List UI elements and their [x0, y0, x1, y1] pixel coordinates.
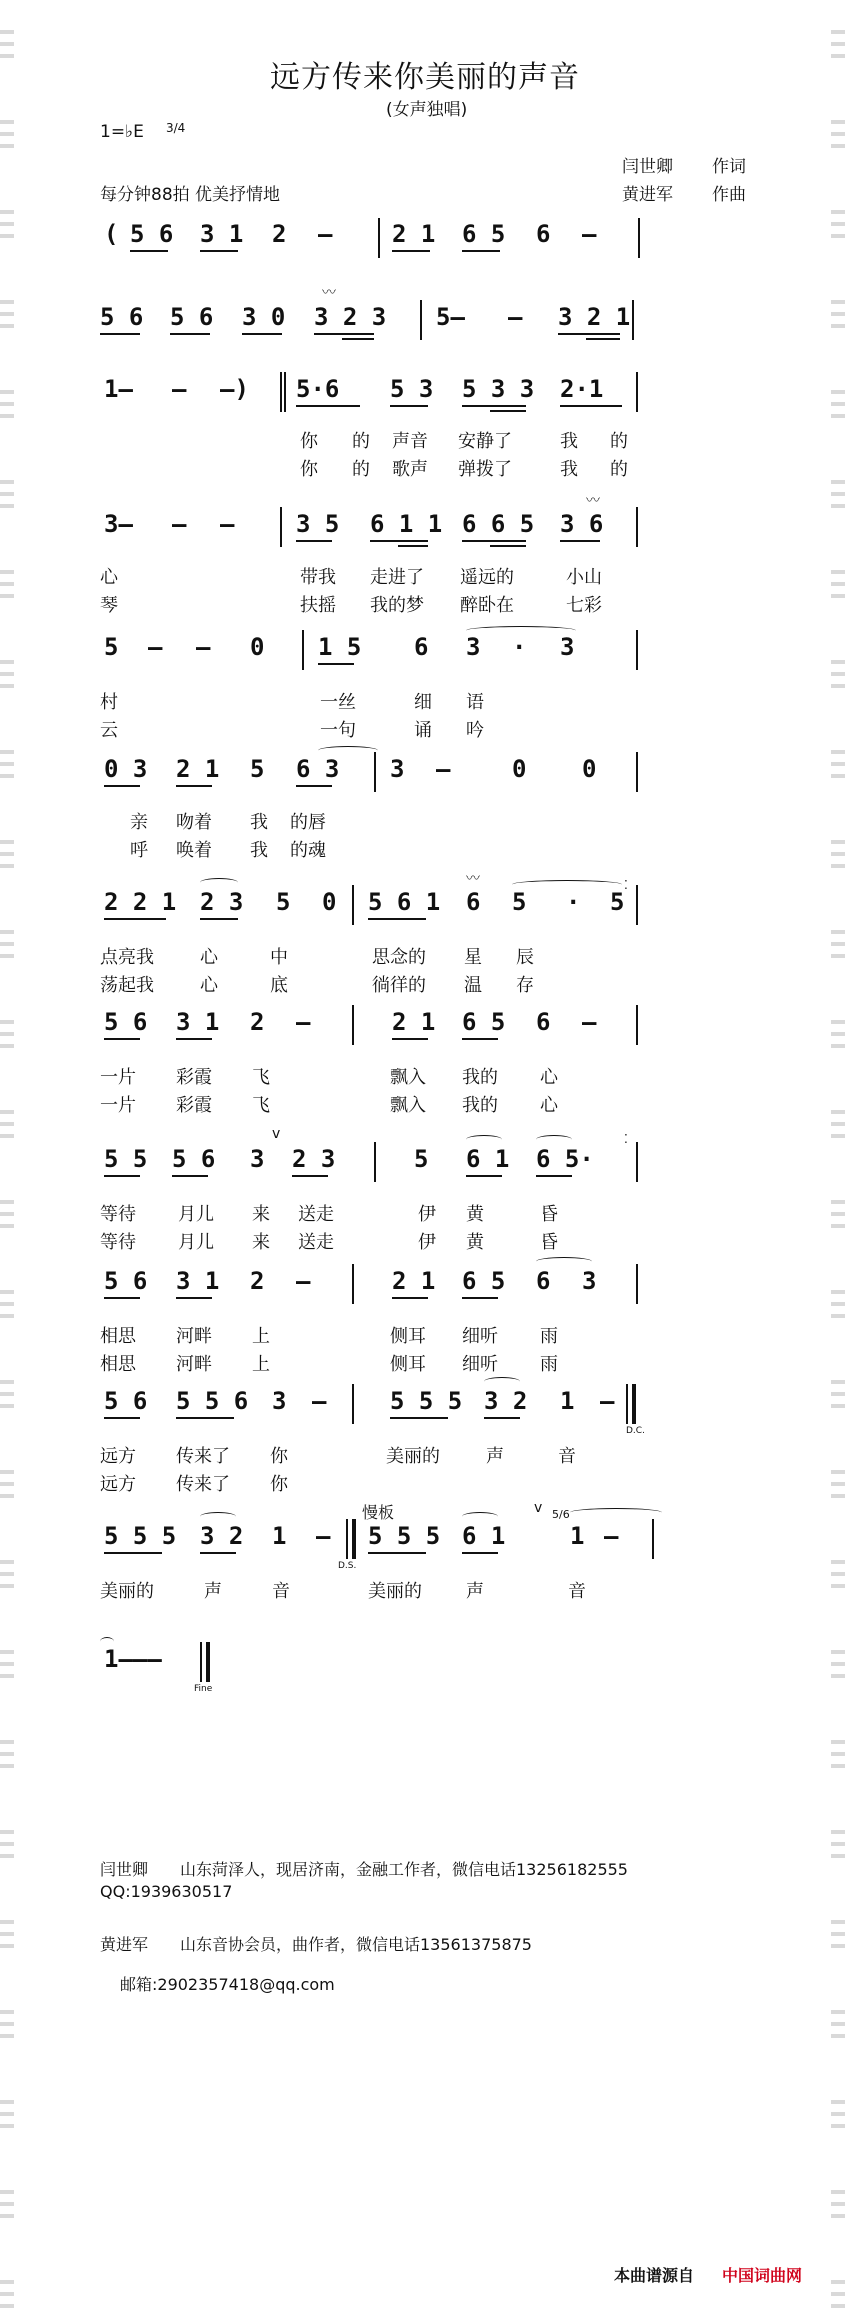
- lyric: 声音: [392, 431, 428, 452]
- bar-line: [346, 1519, 348, 1559]
- lyric: 传来了: [176, 1446, 230, 1467]
- subtitle: (女声独唱): [386, 100, 468, 120]
- lyric: 语: [466, 692, 484, 713]
- mordent-icon: 〰: [322, 285, 336, 301]
- lyric: 河畔: [176, 1326, 212, 1347]
- lyric: 相思: [100, 1326, 136, 1347]
- note-group: 6 1: [462, 1522, 506, 1550]
- tie-arc: [466, 1135, 502, 1144]
- note-group: 6: [466, 888, 481, 916]
- lyric: 上: [252, 1326, 270, 1347]
- lyric: 心: [200, 975, 218, 996]
- lyric: 送走: [298, 1232, 334, 1253]
- note-group: 3 6: [560, 510, 604, 538]
- lyric: 七彩: [566, 595, 602, 616]
- lyric: 来: [252, 1204, 270, 1225]
- lyric: 的魂: [290, 840, 326, 861]
- bar-line: [636, 507, 638, 547]
- note-group: 6: [536, 220, 551, 248]
- note-group: 3 2 1: [558, 303, 631, 331]
- note-group: 2 1: [176, 755, 220, 783]
- lyric: 醉卧在: [460, 595, 514, 616]
- lyric: 存: [516, 975, 534, 996]
- note-group: 5 3 3: [462, 375, 535, 403]
- lyric: 声: [466, 1581, 484, 1602]
- note-group: 1—: [104, 375, 133, 403]
- lyric: 一句: [320, 720, 356, 741]
- lyric: 音: [568, 1581, 586, 1602]
- lyric: 等待: [100, 1204, 136, 1225]
- note-group: —: [148, 633, 163, 661]
- lyric: 心: [100, 567, 118, 588]
- bio-lyricist-name: 闫世卿: [100, 1860, 149, 1879]
- lyric: 琴: [100, 595, 118, 616]
- note-group: ·: [512, 633, 527, 661]
- tie-arc: [466, 626, 576, 635]
- bar-line: [636, 630, 638, 670]
- lyric: 黄: [466, 1232, 484, 1253]
- note-group: 5 5 5: [368, 1522, 441, 1550]
- note-group: 5 5 6: [176, 1387, 249, 1415]
- lyric: 细听: [462, 1354, 498, 1375]
- grace-note: 5/6: [552, 1508, 570, 1521]
- lyric: 远方: [100, 1446, 136, 1467]
- note-group: 3 1: [200, 220, 244, 248]
- note-group: 5 6: [104, 1008, 148, 1036]
- note-group: 5 5: [104, 1145, 148, 1173]
- note-group: —: [312, 1387, 327, 1415]
- note-group: 2 1: [392, 1267, 436, 1295]
- lyric: 声: [204, 1581, 222, 1602]
- lyric: 音: [558, 1446, 576, 1467]
- bar-line: [632, 300, 634, 340]
- bar-line: [200, 1642, 202, 1682]
- note-group: 3: [560, 633, 575, 661]
- left-watermark-strip: [0, 0, 14, 2311]
- right-watermark-strip: [831, 0, 845, 2311]
- lyric: 你: [300, 459, 318, 480]
- lyric: 雨: [540, 1354, 558, 1375]
- tie-arc: [462, 1512, 498, 1521]
- note-group: 5 6: [104, 1267, 148, 1295]
- tie-arc: [200, 878, 238, 887]
- time-signature: 3/4: [166, 121, 186, 135]
- note-group: 1: [560, 1387, 575, 1415]
- lyric: 温: [464, 975, 482, 996]
- bar-line: [636, 372, 638, 412]
- note-group: —: [436, 755, 451, 783]
- lyric: 心: [200, 947, 218, 968]
- note-group: 1———: [104, 1645, 162, 1673]
- bar-line: [652, 1519, 654, 1559]
- note-group: 5·6: [296, 375, 340, 403]
- lyric: 相思: [100, 1354, 136, 1375]
- bar-line: [280, 507, 282, 547]
- note-group: 5: [610, 888, 625, 916]
- end-bar-line: [206, 1642, 210, 1682]
- note-group: 5: [104, 633, 119, 661]
- lyric: 你: [270, 1446, 288, 1467]
- lyric: 中: [270, 947, 288, 968]
- note-group: 6 5: [462, 1008, 506, 1036]
- key-signature: 1=♭E: [100, 122, 144, 142]
- lyric: 传来了: [176, 1474, 230, 1495]
- lyric: 我的梦: [370, 595, 424, 616]
- note-group: 0: [512, 755, 527, 783]
- bar-line: [636, 752, 638, 792]
- bio-lyricist-qq: QQ:1939630517: [100, 1882, 233, 1901]
- note-group: 5 6: [104, 1387, 148, 1415]
- composer-role: 作曲: [712, 185, 746, 205]
- note-group: 3 1: [176, 1267, 220, 1295]
- composer-name: 黄进军: [622, 185, 673, 205]
- lyric: 美丽的: [368, 1581, 422, 1602]
- lyric: 伊: [418, 1204, 436, 1225]
- note-group: 2: [272, 220, 287, 248]
- note-group: 3: [582, 1267, 597, 1295]
- lyric: 声: [486, 1446, 504, 1467]
- lyric: 侧耳: [390, 1354, 426, 1375]
- lyric: 云: [100, 720, 118, 741]
- lyric: 彩霞: [176, 1067, 212, 1088]
- mordent-icon: 〰: [466, 871, 480, 887]
- lyric: 等待: [100, 1232, 136, 1253]
- note-group: 3 2: [200, 1522, 244, 1550]
- bio-composer-text: 山东音协会员，曲作者，微信电话13561375875: [180, 1935, 532, 1954]
- lyric: 细听: [462, 1326, 498, 1347]
- bar-line: [638, 218, 640, 258]
- note-group: 2: [250, 1008, 265, 1036]
- lyric: 飞: [252, 1067, 270, 1088]
- bio-lyricist-text: 山东菏泽人，现居济南，金融工作者，微信电话13256182555: [180, 1860, 628, 1879]
- note-group: 1: [570, 1522, 585, 1550]
- note-group: 2 1: [392, 1008, 436, 1036]
- note-group: 6 6 5: [462, 510, 535, 538]
- note-group: 6 1 1: [370, 510, 443, 538]
- breath-mark-icon: v: [534, 1500, 543, 1516]
- bio-composer-name: 黄进军: [100, 1935, 149, 1954]
- fermata-icon: ⁚: [624, 878, 628, 892]
- tie-arc: [512, 880, 622, 889]
- note-group: 3 1: [176, 1008, 220, 1036]
- lyric: 走进了: [370, 567, 424, 588]
- note-group: ·: [566, 888, 581, 916]
- lyric: 诵: [414, 720, 432, 741]
- note-group: 2: [250, 1267, 265, 1295]
- lyric: 我: [560, 431, 578, 452]
- note-group: —: [600, 1387, 615, 1415]
- note-group: 5 5 5: [390, 1387, 463, 1415]
- note-group: 6 5: [462, 1267, 506, 1295]
- tie-arc: [200, 1512, 236, 1521]
- note-group: —: [220, 510, 235, 538]
- lyric: 昏: [540, 1204, 558, 1225]
- lyric: 带我: [300, 567, 336, 588]
- lyric: 亲: [130, 812, 148, 833]
- lyric: 心: [540, 1095, 558, 1116]
- source-site-link[interactable]: 中国词曲网: [722, 2266, 803, 2285]
- lyric: 吟: [466, 720, 484, 741]
- lyric: 底: [270, 975, 288, 996]
- lyricist-name: 闫世卿: [622, 157, 673, 177]
- lyricist-role: 作词: [712, 157, 746, 177]
- lyric: 飘入: [390, 1095, 426, 1116]
- lyric: 我: [560, 459, 578, 480]
- lyric: 河畔: [176, 1354, 212, 1375]
- breath-mark-icon: v: [272, 1126, 281, 1142]
- lyric: 呼: [130, 840, 148, 861]
- lyric: 昏: [540, 1232, 558, 1253]
- bar-line: [636, 1264, 638, 1304]
- lyric: 的唇: [290, 812, 326, 833]
- note-group: —: [316, 1522, 331, 1550]
- lyric: 音: [272, 1581, 290, 1602]
- bar-line: [374, 1142, 376, 1182]
- bar-line: [626, 1384, 628, 1424]
- bar-line: [352, 1264, 354, 1304]
- tie-arc: [536, 1257, 592, 1266]
- lyric: 徜徉的: [372, 975, 426, 996]
- note-group: 0: [322, 888, 337, 916]
- note-group: 6 5: [462, 220, 506, 248]
- tie-arc: [484, 1377, 520, 1386]
- lyric: 安静了: [458, 431, 512, 452]
- fine-mark: Fine: [194, 1684, 213, 1694]
- note-group: —): [220, 375, 249, 403]
- lyric: 飘入: [390, 1067, 426, 1088]
- bar-line: [420, 300, 422, 340]
- ds-mark: D.S.: [338, 1561, 357, 1571]
- lyric: 月儿: [178, 1204, 214, 1225]
- note-group: 3—: [104, 510, 133, 538]
- lyric: 歌声: [392, 459, 428, 480]
- note-group: 3: [250, 1145, 265, 1173]
- note-group: 2 2 1: [104, 888, 177, 916]
- note-group: 3: [272, 1387, 287, 1415]
- bar-line: [284, 372, 286, 412]
- note-group: 6 5·: [536, 1145, 594, 1173]
- note-group: 3 5: [296, 510, 340, 538]
- note-group: 6: [414, 633, 429, 661]
- lyric: 细: [414, 692, 432, 713]
- lyric: 的: [352, 431, 370, 452]
- bar-line: [302, 630, 304, 670]
- lyric: 扶摇: [300, 595, 336, 616]
- note-group: 5—: [436, 303, 465, 331]
- lyric: 美丽的: [100, 1581, 154, 1602]
- note-group: 5: [276, 888, 291, 916]
- note-group: —: [196, 633, 211, 661]
- note-group: 3 2 3: [314, 303, 387, 331]
- note-group: 2 3: [292, 1145, 336, 1173]
- tie-arc: [318, 746, 378, 755]
- lyric: 心: [540, 1067, 558, 1088]
- lyric: 我: [250, 840, 268, 861]
- note-group: 5 6: [100, 303, 144, 331]
- lyric: 我: [250, 812, 268, 833]
- lyric: 彩霞: [176, 1095, 212, 1116]
- source-label: 本曲谱源自: [614, 2266, 695, 2285]
- mordent-icon: 〰: [586, 493, 600, 509]
- lyric: 我的: [462, 1067, 498, 1088]
- note-group: 5 6: [170, 303, 214, 331]
- note-group: —: [172, 510, 187, 538]
- lyric: 侧耳: [390, 1326, 426, 1347]
- dc-mark: D.C.: [626, 1426, 645, 1436]
- note-group: 5: [250, 755, 265, 783]
- note-group: —: [582, 220, 597, 248]
- lyric: 上: [252, 1354, 270, 1375]
- tie-arc: [570, 1508, 662, 1517]
- lyric: 辰: [516, 947, 534, 968]
- fermata-icon: ⁚: [624, 1132, 628, 1146]
- lyric: 点亮我: [100, 947, 154, 968]
- tempo-change: 慢板: [362, 1503, 395, 1522]
- note-group: 6: [536, 1267, 551, 1295]
- tie-arc: [536, 1135, 572, 1144]
- tempo-marking: 每分钟88拍 优美抒情地: [100, 185, 281, 205]
- note-group: 3: [390, 755, 405, 783]
- note-group: 6 1: [466, 1145, 510, 1173]
- note-group: —: [318, 220, 333, 248]
- note-group: —: [604, 1522, 619, 1550]
- note-group: 5: [414, 1145, 429, 1173]
- note-group: 2 1: [392, 220, 436, 248]
- bio-composer-email: 邮箱:2902357418@qq.com: [120, 1975, 335, 1994]
- lyric: 小山: [566, 567, 602, 588]
- note-group: 5 5 5: [104, 1522, 177, 1550]
- note-group: 6 3: [296, 755, 340, 783]
- lyric: 黄: [466, 1204, 484, 1225]
- note-group: 2·1: [560, 375, 604, 403]
- note-group: 1: [272, 1522, 287, 1550]
- bar-line: [374, 752, 376, 792]
- note-group: —: [172, 375, 187, 403]
- lyric: 你: [300, 431, 318, 452]
- note-group: 6: [536, 1008, 551, 1036]
- lyric: 飞: [252, 1095, 270, 1116]
- lyric: 远方: [100, 1474, 136, 1495]
- lyric: 一片: [100, 1067, 136, 1088]
- note-group: 0: [582, 755, 597, 783]
- note-group: 5: [512, 888, 527, 916]
- lyric: 遥远的: [460, 567, 514, 588]
- page-title: 远方传来你美丽的声音: [270, 60, 580, 95]
- lyric: 我的: [462, 1095, 498, 1116]
- note-group: —: [296, 1267, 311, 1295]
- lyric: 伊: [418, 1232, 436, 1253]
- bar-line: [280, 372, 282, 412]
- bar-line: [352, 1384, 354, 1424]
- note-group: 1 5: [318, 633, 362, 661]
- lyric: 美丽的: [386, 1446, 440, 1467]
- note-group: (: [104, 220, 119, 248]
- note-group: 3 2: [484, 1387, 528, 1415]
- lyric: 吻着: [176, 812, 212, 833]
- note-group: —: [296, 1008, 311, 1036]
- lyric: 你: [270, 1474, 288, 1495]
- note-group: 5 6: [172, 1145, 216, 1173]
- note-group: 5 3: [390, 375, 434, 403]
- bar-line: [636, 1005, 638, 1045]
- bar-line: [352, 1005, 354, 1045]
- lyric: 来: [252, 1232, 270, 1253]
- bar-line: [352, 885, 354, 925]
- note-group: —: [508, 303, 523, 331]
- lyric: 唤着: [176, 840, 212, 861]
- lyric: 荡起我: [100, 975, 154, 996]
- note-group: 3: [466, 633, 481, 661]
- lyric: 一片: [100, 1095, 136, 1116]
- lyric: 村: [100, 692, 118, 713]
- bar-line: [636, 885, 638, 925]
- lyric: 月儿: [178, 1232, 214, 1253]
- note-group: 5 6 1: [368, 888, 441, 916]
- lyric: 送走: [298, 1204, 334, 1225]
- lyric: 思念的: [372, 947, 426, 968]
- bar-line: [378, 218, 380, 258]
- note-group: 0 3: [104, 755, 148, 783]
- lyric: 的: [610, 431, 628, 452]
- note-group: 3 0: [242, 303, 286, 331]
- lyric: 星: [464, 947, 482, 968]
- lyric: 的: [610, 459, 628, 480]
- note-group: 2 3: [200, 888, 244, 916]
- lyric: 雨: [540, 1326, 558, 1347]
- lyric: 的: [352, 459, 370, 480]
- note-group: 0: [250, 633, 265, 661]
- note-group: —: [582, 1008, 597, 1036]
- note-group: 5 6: [130, 220, 174, 248]
- end-bar-line: [352, 1519, 356, 1559]
- end-bar-line: [632, 1384, 636, 1424]
- lyric: 一丝: [320, 692, 356, 713]
- bar-line: [636, 1142, 638, 1182]
- lyric: 弹拨了: [458, 459, 512, 480]
